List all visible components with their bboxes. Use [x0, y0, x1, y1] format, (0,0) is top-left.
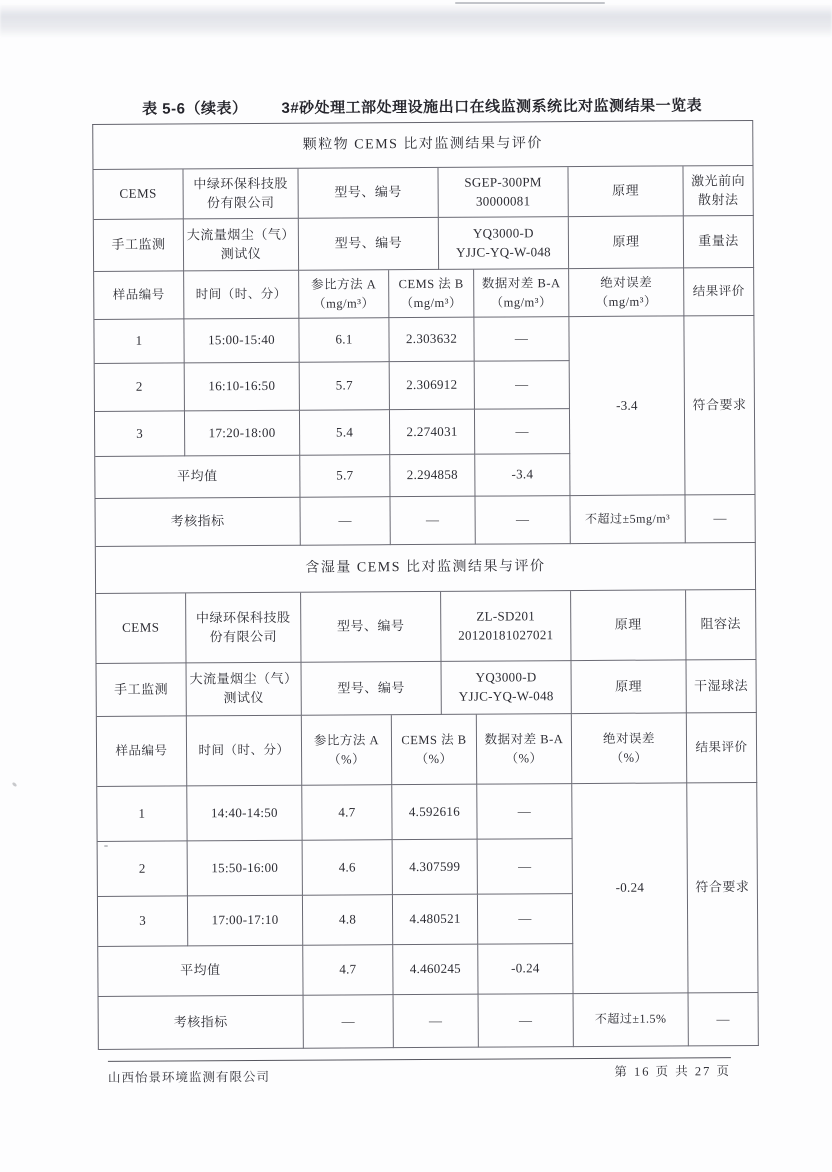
cell-assessment-label: 考核指标	[95, 498, 300, 547]
col-header-ref: 参比方法 A （%）	[302, 715, 392, 786]
footer-page-number: 第 16 页 共 27 页	[614, 1064, 732, 1079]
cell-cems-value: 2.274031	[390, 410, 475, 456]
col-header-result: 结果评价	[687, 713, 757, 783]
cell-ref-value: 4.8	[303, 895, 393, 946]
cell-cems-value: 4.480521	[393, 895, 478, 946]
cell-principle-label: 原理	[571, 660, 686, 714]
cell-sample-no: 1	[97, 786, 187, 842]
cell-diff-value: —	[474, 317, 569, 362]
cell-average-cems: 4.460245	[393, 945, 478, 996]
col-header-ref: 参比方法 A （mg/m³）	[299, 270, 389, 319]
cell-principle-label: 原理	[571, 590, 686, 661]
cell-spec-value: YQ3000-D YJJC-YQ-W-048	[442, 661, 572, 715]
cell-assessment-criterion: 不超过±5mg/m³	[570, 495, 685, 544]
cell-spec-label: 型号、编号	[299, 218, 439, 271]
cell-sample-no: 3	[98, 896, 188, 947]
table-label: 表 5-6（续表）	[142, 99, 248, 118]
cell-assessment-cems: —	[390, 497, 475, 546]
col-header-sample: 样品编号	[97, 716, 187, 787]
cell-time: 15:00-15:40	[184, 319, 299, 364]
page-title	[92, 91, 752, 121]
col-header-diff: 数据对差 B-A （%）	[477, 714, 572, 785]
cell-equip-label: CEMS	[96, 593, 186, 664]
cell-spec-label: 型号、编号	[301, 592, 441, 663]
col-header-cems: CEMS 法 B （mg/m³）	[389, 270, 474, 319]
cell-evaluation-merged: 符合要求	[687, 783, 758, 993]
cell-equip-name: 大流量烟尘（气） 测试仪	[187, 663, 302, 717]
col-header-cems: CEMS 法 B （%）	[392, 715, 477, 786]
cell-average-label: 平均值	[98, 946, 303, 997]
col-header-abs: 绝对误差 （%）	[572, 713, 687, 784]
col-header-result: 结果评价	[684, 268, 754, 316]
cell-ref-value: 5.4	[300, 410, 390, 456]
monitoring-results-table	[92, 120, 759, 1050]
footer-company: 山西怡景环境监测有限公司	[107, 1069, 271, 1085]
cell-average-ref: 4.7	[303, 945, 393, 996]
cell-abs-error-merged: -3.4	[569, 316, 685, 496]
cell-average-label: 平均值	[95, 456, 300, 499]
cell-spec-value: YQ3000-D YJJC-YQ-W-048	[439, 217, 569, 270]
cell-time: 15:50-16:00	[188, 841, 303, 897]
cell-average-diff: -0.24	[478, 944, 573, 995]
cell-equip-name: 大流量烟尘（气） 测试仪	[184, 219, 299, 272]
col-header-sample: 样品编号	[94, 271, 184, 320]
cell-principle-value: 干湿球法	[686, 660, 756, 713]
cell-average-diff: -3.4	[475, 454, 570, 497]
col-header-abs: 绝对误差 （mg/m³）	[569, 268, 684, 317]
cell-assessment-diff: —	[479, 994, 574, 1048]
cell-equip-label: 手工监测	[94, 219, 184, 272]
cell-average-ref: 5.7	[300, 455, 390, 498]
cell-cems-value: 2.303632	[389, 318, 474, 363]
cell-equip-name: 中绿环保科技股 份有限公司	[183, 169, 298, 220]
cell-time: 17:20-18:00	[185, 411, 300, 457]
cell-spec-label: 型号、编号	[298, 168, 438, 219]
cell-diff-value: —	[478, 894, 573, 945]
cell-assessment-diff: —	[475, 496, 570, 545]
cell-assessment-label: 考核指标	[99, 996, 304, 1050]
cell-assessment-ref: —	[300, 497, 390, 546]
cell-ref-value: 6.1	[299, 318, 389, 363]
cell-average-cems: 2.294858	[390, 455, 475, 498]
cell-time: 16:10-16:50	[185, 363, 300, 412]
cell-diff-value: —	[477, 784, 572, 840]
cell-principle-label: 原理	[569, 216, 684, 269]
cell-evaluation-merged: 符合要求	[684, 316, 755, 495]
section-1-header: 颗粒物 CEMS 比对监测结果与评价	[93, 121, 753, 170]
col-header-diff: 数据对差 B-A （mg/m³）	[474, 269, 569, 318]
cell-assessment-result: —	[689, 993, 759, 1046]
cell-sample-no: 3	[95, 411, 185, 457]
cell-principle-value: 阻容法	[686, 590, 756, 660]
cell-cems-value: 4.307599	[393, 840, 478, 896]
cell-principle-value: 激光前向 散射法	[683, 166, 753, 216]
cell-equip-label: CEMS	[93, 169, 183, 220]
cell-equip-name: 中绿环保科技股 份有限公司	[186, 593, 301, 664]
cell-equip-label: 手工监测	[97, 663, 187, 717]
cell-time: 14:40-14:50	[187, 786, 302, 842]
cell-ref-value: 5.7	[300, 362, 390, 411]
cell-sample-no: 2	[98, 841, 188, 897]
cell-diff-value: —	[478, 839, 573, 895]
cell-cems-value: 4.592616	[392, 785, 477, 841]
cell-principle-value: 重量法	[684, 216, 754, 268]
cell-sample-no: 1	[94, 319, 184, 364]
cell-ref-value: 4.7	[302, 785, 392, 841]
cell-diff-value: —	[475, 409, 570, 455]
cell-abs-error-merged: -0.24	[572, 783, 688, 994]
cell-assessment-ref: —	[304, 995, 394, 1049]
cell-cems-value: 2.306912	[390, 362, 475, 411]
col-header-time: 时间（时、分）	[184, 271, 299, 320]
cell-assessment-result: —	[685, 495, 755, 543]
table-title: 3#砂处理工部处理设施出口在线监测系统比对监测结果一览表	[281, 96, 703, 117]
cell-assessment-criterion: 不超过±1.5%	[574, 993, 689, 1047]
col-header-time: 时间（时、分）	[187, 716, 302, 787]
cell-spec-value: SGEP-300PM 30000081	[438, 167, 568, 218]
cell-ref-value: 4.6	[303, 840, 393, 896]
cell-assessment-cems: —	[394, 995, 479, 1049]
cell-sample-no: 2	[95, 363, 185, 412]
cell-spec-label: 型号、编号	[302, 662, 442, 716]
section-2-header: 含湿量 CEMS 比对监测结果与评价	[96, 543, 756, 594]
cell-spec-value: ZL-SD201 20120181027021	[441, 591, 571, 662]
cell-time: 17:00-17:10	[188, 896, 303, 947]
cell-diff-value: —	[475, 361, 570, 410]
cell-principle-label: 原理	[568, 166, 683, 217]
